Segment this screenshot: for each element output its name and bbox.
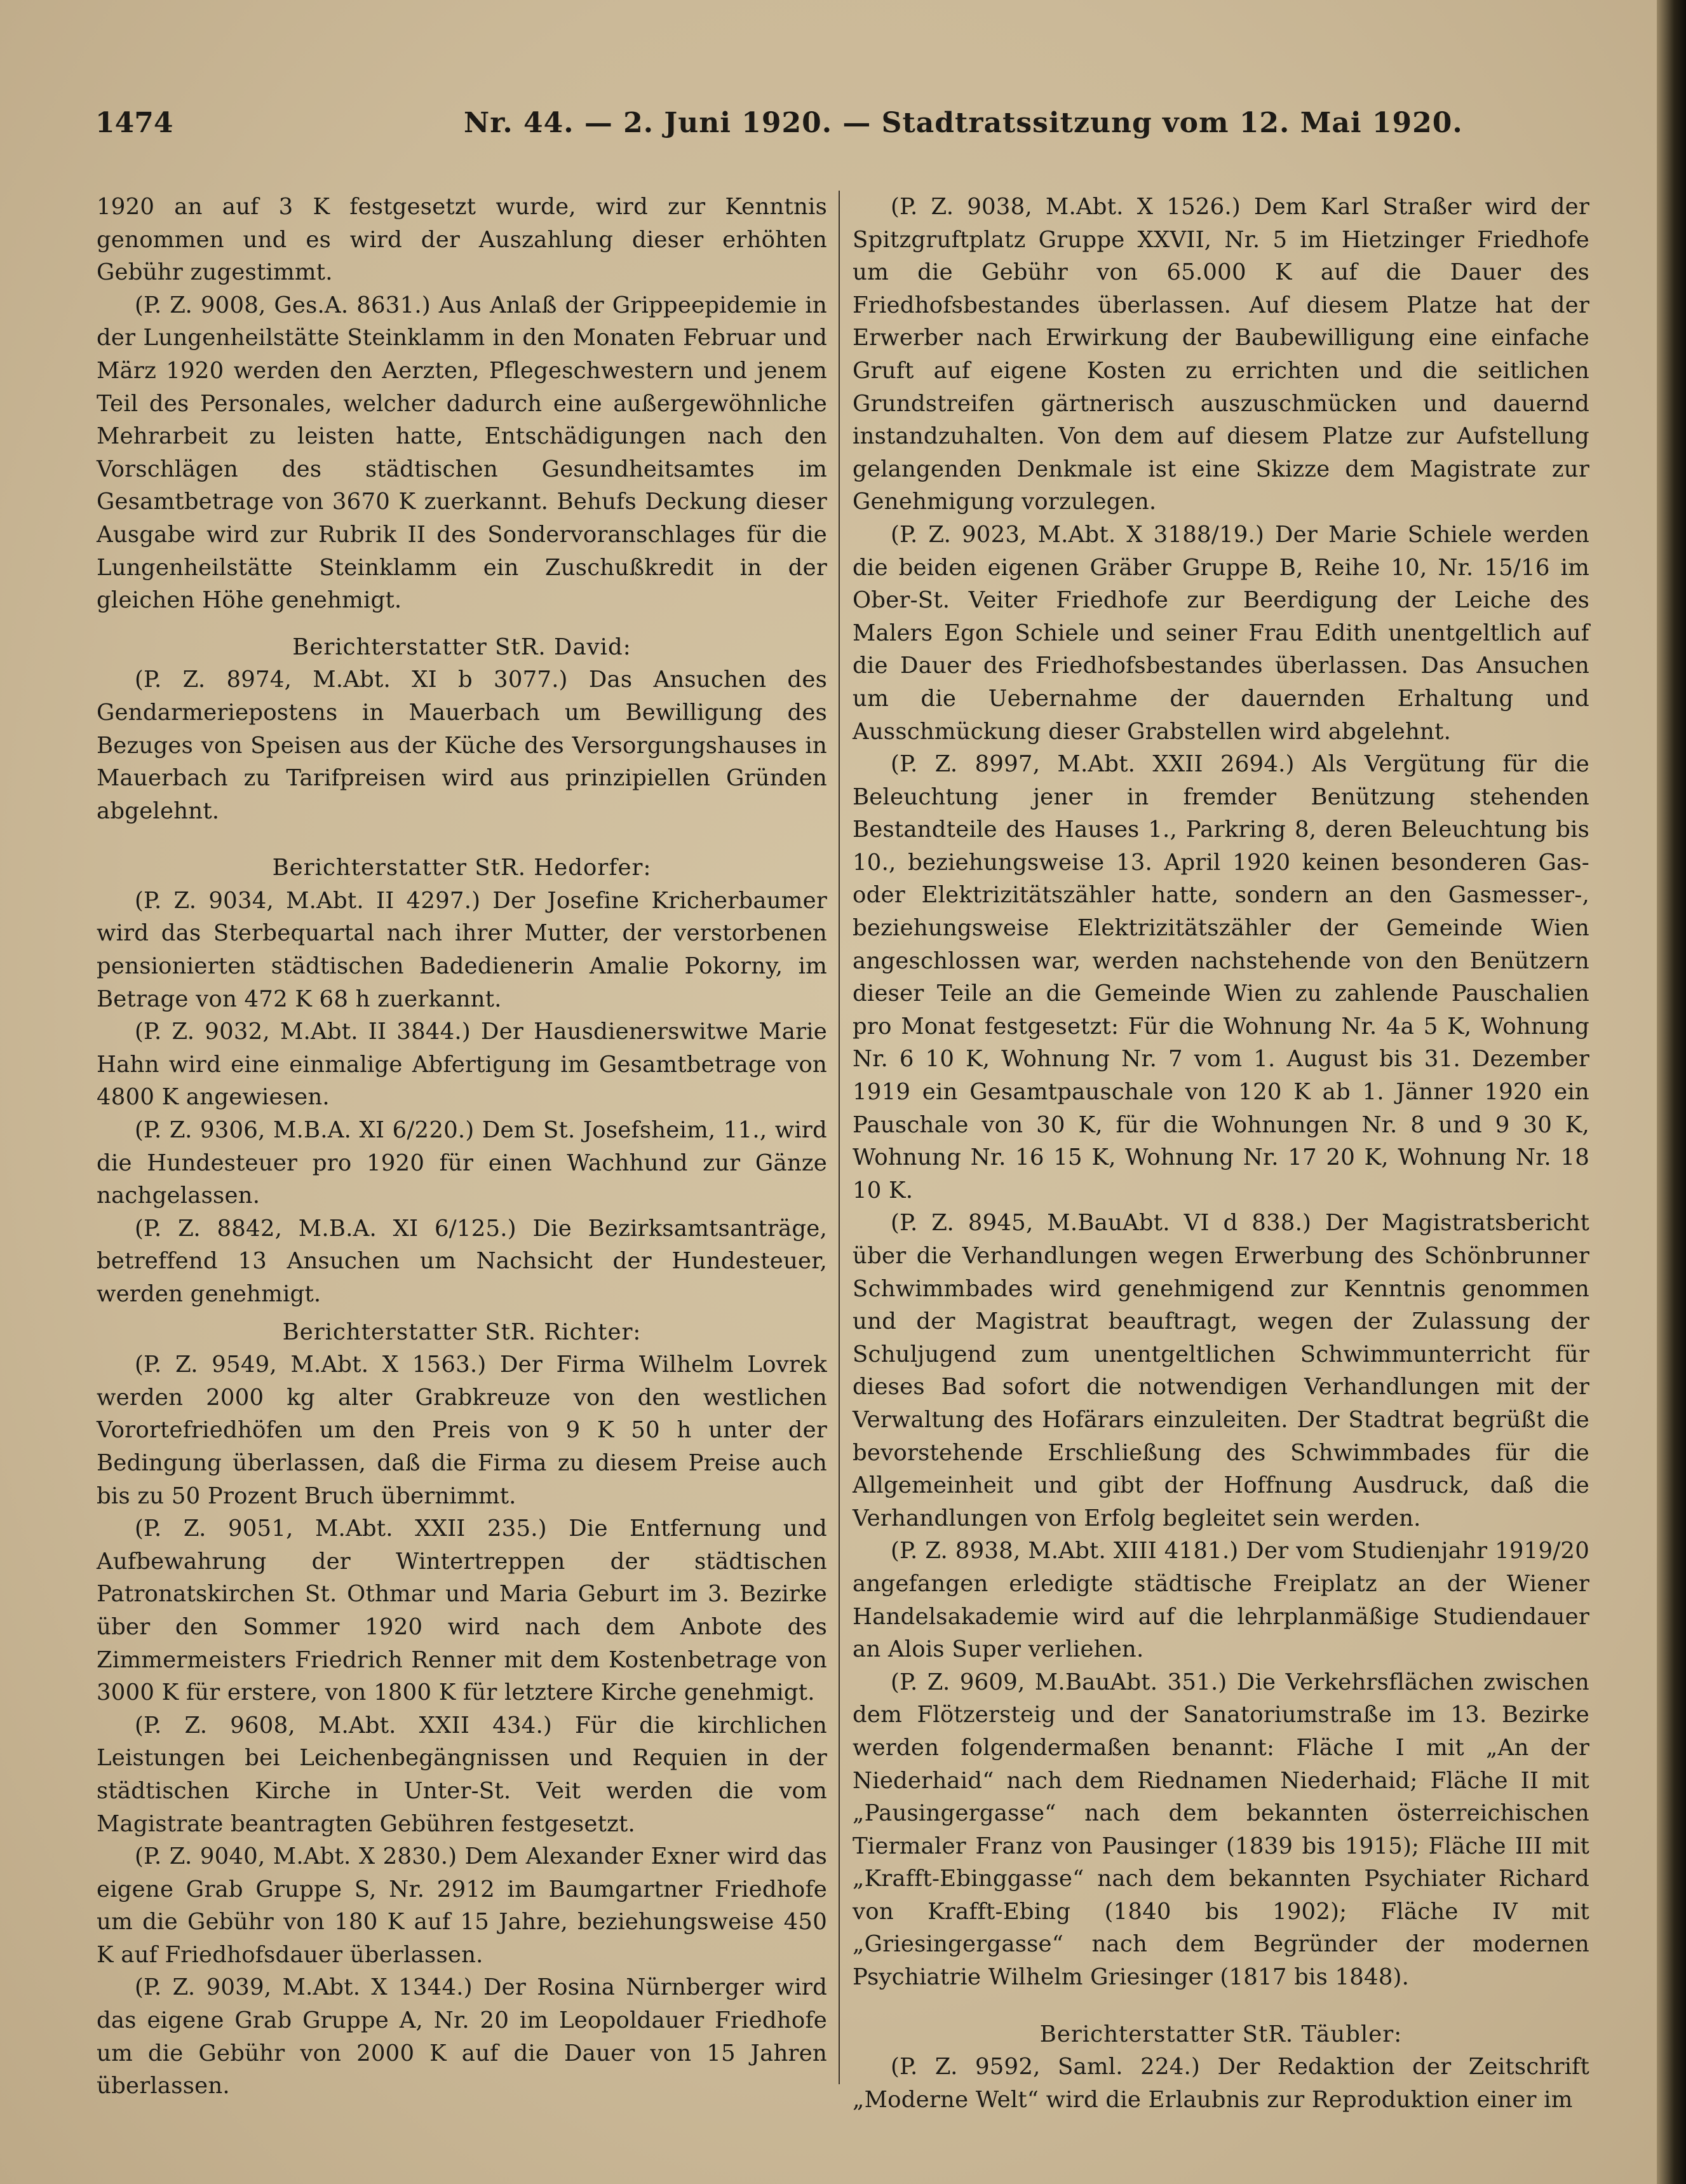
paragraph: (P. Z. 9008, Ges.A. 8631.) Aus Anlaß der Grippeepidemie in der Lungenheilstätte Steinklamm in den Monaten Februar und März 1920 werden den Aerzten, Pflegeschwestern und jenem Teil des Personales, welcher dadurch eine außergewöhnliche Mehrarbeit zu leisten hatte, Entschädigungen nach den Vorschlägen des städtischen Gesundheitsamtes im Gesamtbetrage von 3670 K zuerkannt. Behufs Deckung dieser Ausgabe wird zur Rubrik II des Sondervoranschlages für die Lungenheilstätte Steinklamm ein Zuschußkredit in der gleichen Höhe genehmigt. xyxy=(97,292,827,614)
left-column xyxy=(97,191,827,2103)
right-column xyxy=(853,191,1589,2116)
paragraph: (P. Z. 9051, M.Abt. XXII 235.) Die Entfernung und Aufbewahrung der Wintertreppen der städtischen Patronatskirchen St. Othmar und Maria Geburt im 3. Bezirke über den Sommer 1920 wird nach dem Anbote des Zimmermeisters Friedrich Renner mit dem Kostenbetrage von 3000 K für erstere, von 1800 K für letztere Kirche genehmigt. xyxy=(97,1516,827,1706)
paragraph: (P. Z. 9040, M.Abt. X 2830.) Dem Alexander Exner wird das eigene Grab Gruppe S, Nr. 2912 im Baumgartner Friedhofe um die Gebühr von 180 K auf 15 Jahre, beziehungsweise 450 K auf Friedhofsdauer überlassen. xyxy=(97,1843,827,1968)
section-heading: Berichterstatter StR. Täubler: xyxy=(1039,2021,1403,2047)
section-heading: Berichterstatter StR. Richter: xyxy=(282,1319,642,1345)
paragraph: (P. Z. 9032, M.Abt. II 3844.) Der Hausdienerswitwe Marie Hahn wird eine einmalige Abfertigung im Gesamtbetrage von 4800 K angewiesen. xyxy=(97,1019,827,1111)
paragraph: (P. Z. 9549, M.Abt. X 1563.) Der Firma Wilhelm Lovrek werden 2000 kg alter Grabkreuze von den westlichen Vorortefriedhöfen um den Preis von 9 K 50 h unter der Bedingung überlassen, daß die Firma zu diesem Preise auch bis zu 50 Prozent Bruch übernimmt. xyxy=(97,1352,827,1509)
paragraph: (P. Z. 9034, M.Abt. II 4297.) Der Josefine Kricherbaumer wird das Sterbequartal nach ihrer Mutter, der verstorbenen pensionierten städtischen Badedienerin Amalie Pokorny, im Betrage von 472 K 68 h zuerkannt. xyxy=(97,887,827,1012)
paragraph: (P. Z. 8938, M.Abt. XIII 4181.) Der vom Studienjahr 1919/20 angefangen erledigte städtische Freiplatz an der Wiener Handelsakademie wird auf die lehrplanmäßige Studiendauer an Alois Super verliehen. xyxy=(853,1538,1589,1663)
paragraph: (P. Z. 9608, M.Abt. XXII 434.) Für die kirchlichen Leistungen bei Leichenbegängnissen und Requien in der städtischen Kirche in Unter-St. Veit werden die vom Magistrate beantragten Gebühren festgesetzt. xyxy=(97,1712,827,1837)
paragraph: (P. Z. 9039, M.Abt. X 1344.) Der Rosina Nürnberger wird das eigene Grab Gruppe A, Nr. 20 im Leopoldauer Friedhofe um die Gebühr von 2000 K auf die Dauer von 15 Jahren überlassen. xyxy=(97,1974,827,2099)
running-head: Nr. 44. — 2. Juni 1920. — Stadtratssitzung vom 12. Mai 1920. xyxy=(464,107,1463,139)
page-number: 1474 xyxy=(95,107,173,139)
page-edge-shadow xyxy=(1657,0,1686,2184)
paragraph: (P. Z. 9306, M.B.A. XI 6/220.) Dem St. Josefsheim, 11., wird die Hundesteuer pro 1920 für einen Wachhund zur Gänze nachgelassen. xyxy=(97,1117,827,1209)
section-heading: Berichterstatter StR. Hedorfer: xyxy=(272,855,652,881)
paragraph: (P. Z. 9609, M.BauAbt. 351.) Die Verkehrsflächen zwischen dem Flötzersteig und der Sanatoriumstraße im 13. Bezirke werden folgendermaßen benannt: Fläche I mit „An der Niederhaid“ nach dem Riednamen Niederhaid; Fläche II mit „Pausingergasse“ nach dem bekannten österreichischen Tiermaler Franz von Pausinger (1839 bis 1915); Fläche III mit „Krafft-Ebinggasse“ nach dem bekannten Psychiater Richard von Krafft-Ebing (1840 bis 1902); Fläche IV mit „Griesingergasse“ nach dem Begründer der modernen Psychiatrie Wilhelm Griesinger (1817 bis 1848). xyxy=(853,1669,1589,1991)
section-heading: Berichterstatter StR. David: xyxy=(292,634,631,660)
paragraph: (P. Z. 9023, M.Abt. X 3188/19.) Der Marie Schiele werden die beiden eigenen Gräber Gruppe B, Reihe 10, Nr. 15/16 im Ober-St. Veiter Friedhofe zur Beerdigung der Leiche des Malers Egon Schiele und seiner Frau Edith unentgeltlich auf die Dauer des Friedhofsbestandes überlassen. Das Ansuchen um die Uebernahme der dauernden Erhaltung und Ausschmückung dieser Grabstellen wird abgelehnt. xyxy=(853,521,1589,745)
column-divider xyxy=(839,191,840,2084)
paragraph: (P. Z. 8842, M.B.A. XI 6/125.) Die Bezirksamtsanträge, betreffend 13 Ansuchen um Nachsicht der Hundesteuer, werden genehmigt. xyxy=(97,1215,827,1307)
paragraph: (P. Z. 9592, Saml. 224.) Der Redaktion der Zeitschrift „Moderne Welt“ wird die Erlaubnis zur Reproduktion einer im xyxy=(853,2054,1589,2113)
paragraph: (P. Z. 9038, M.Abt. X 1526.) Dem Karl Straßer wird der Spitzgruftplatz Gruppe XXVII, Nr. 5 im Hietzinger Friedhofe um die Gebühr von 65.000 K auf die Dauer des Friedhofsbestandes überlassen. Auf diesem Platze hat der Erwerber nach Erwirkung der Baubewilligung eine einfache Gruft auf eigene Kosten zu errichten und die seitlichen Grundstreifen gärtnerisch auszuschmücken und dauernd instandzuhalten. Von dem auf diesem Platze zur Aufstellung gelangenden Denkmale ist eine Skizze dem Magistrate zur Genehmigung vorzulegen. xyxy=(853,194,1589,515)
paragraph: (P. Z. 8997, M.Abt. XXII 2694.) Als Vergütung für die Beleuchtung jener in fremder Benützung stehenden Bestandteile des Hauses 1., Parkring 8, deren Beleuchtung bis 10., beziehungsweise 13. April 1920 keinen besonderen Gas- oder Elektrizitätszähler hatte, sondern an den Gasmesser-, beziehungsweise Elektrizitätszähler der Gemeinde Wien angeschlossen war, werden nachstehende von den Benützern dieser Teile an die Gemeinde Wien zu zahlende Pauschalien pro Monat festgesetzt: Für die Wohnung Nr. 4a 5 K, Wohnung Nr. 6 10 K, Wohnung Nr. 7 vom 1. August bis 31. Dezember 1919 ein Gesamtpauschale von 120 K ab 1. Jänner 1920 ein Pauschale von 30 K, für die Wohnungen Nr. 8 und 9 30 K, Wohnung Nr. 16 15 K, Wohnung Nr. 17 20 K, Wohnung Nr. 18 10 K. xyxy=(853,751,1589,1204)
paragraph: (P. Z. 8945, M.BauAbt. VI d 838.) Der Magistratsbericht über die Verhandlungen wegen Erwerbung des Schönbrunner Schwimmbades wird genehmigend zur Kenntnis genommen und der Magistrat beauftragt, wegen der Zulassung der Schuljugend zum unentgeltlichen Schwimmunterricht für dieses Bad sofort die notwendigen Verhandlungen mit der Verwaltung des Hofärars einzuleiten. Der Stadtrat begrüßt die bevorstehende Erschließung des Schwimmbades für die Allgemeinheit und gibt der Hoffnung Ausdruck, daß die Verhandlungen von Erfolg begleitet sein werden. xyxy=(853,1210,1589,1531)
page-header xyxy=(95,107,1595,151)
paragraph: 1920 an auf 3 K festgesetzt wurde, wird zur Kenntnis genommen und es wird der Auszahlung dieser erhöhten Gebühr zugestimmt. xyxy=(97,194,827,286)
paragraph: (P. Z. 8974, M.Abt. XI b 3077.) Das Ansuchen des Gendarmeriepostens in Mauerbach um Bewilligung des Bezuges von Speisen aus der Küche des Versorgungshauses in Mauerbach zu Tarifpreisen wird aus prinzipiellen Gründen abgelehnt. xyxy=(97,667,827,824)
